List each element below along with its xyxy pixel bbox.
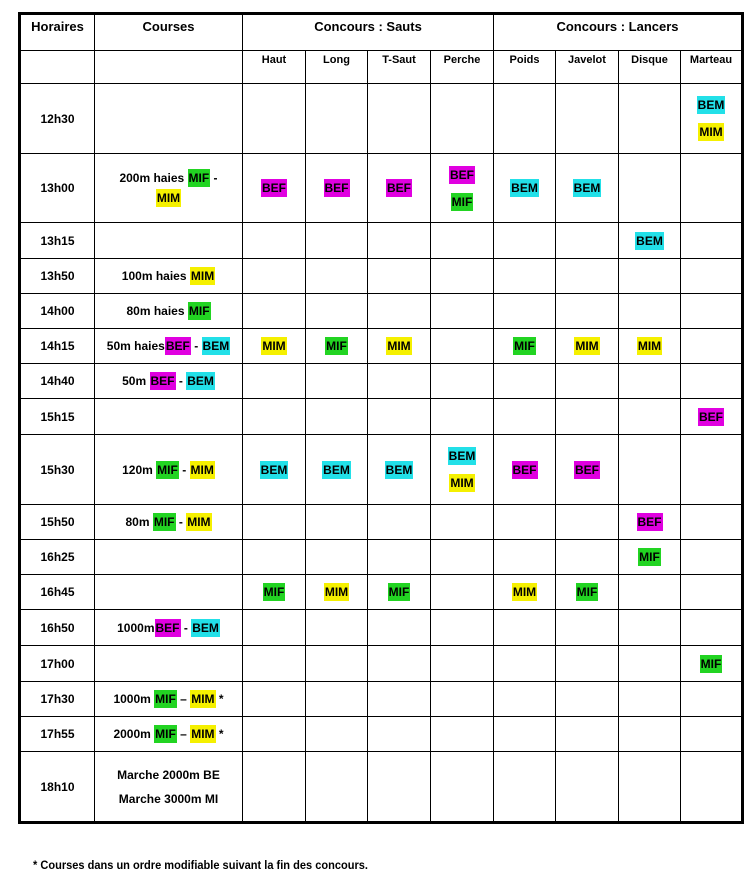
time-cell: 15h30	[20, 435, 95, 505]
badge-bem: BEM	[448, 449, 476, 463]
marteau-cell	[681, 646, 743, 682]
badge-mim: MIM	[187, 515, 211, 529]
asterisk: *	[218, 727, 224, 741]
badge-bef: BEF	[150, 374, 175, 388]
courses-cell	[95, 364, 243, 399]
time-cell: 15h15	[20, 399, 95, 435]
subheader-long: Long	[306, 51, 368, 84]
perche-cell	[431, 154, 494, 223]
time-cell: 12h30	[20, 84, 95, 154]
badge-bem: BEM	[187, 374, 214, 388]
courses-cell	[95, 259, 243, 294]
poids-cell	[494, 575, 556, 610]
schedule-row	[20, 646, 743, 682]
badge-mif: MIF	[639, 550, 660, 564]
subheader-poids: Poids	[494, 51, 556, 84]
haut-cell	[243, 329, 306, 364]
tsaut-cell	[368, 575, 431, 610]
course-label: 120m	[122, 462, 153, 477]
long-cell	[306, 329, 368, 364]
badge-mif: MIF	[326, 339, 347, 353]
schedule-row	[20, 540, 743, 575]
badge-mim: MIM	[637, 339, 662, 353]
time-cell: 13h50	[20, 259, 95, 294]
javelot-cell	[556, 435, 619, 505]
header-courses: Courses	[95, 14, 243, 51]
long-cell	[306, 154, 368, 223]
badge-bef: BEF	[387, 181, 411, 195]
course-label: 2000m	[113, 727, 151, 741]
courses-cell	[95, 682, 243, 717]
time-cell: 17h30	[20, 682, 95, 717]
time-cell: 13h00	[20, 154, 95, 223]
marteau-cell	[681, 399, 743, 435]
poids-cell	[494, 435, 556, 505]
badge-mif: MIF	[155, 727, 176, 741]
badge-mif: MIF	[263, 585, 285, 599]
courses-cell	[95, 717, 243, 752]
schedule-row	[20, 259, 743, 294]
badge-mif: MIF	[514, 339, 535, 353]
badge-mim: MIM	[512, 585, 537, 599]
time-cell: 15h50	[20, 505, 95, 540]
badge-mif: MIF	[576, 585, 598, 599]
long-cell	[306, 435, 368, 505]
tsaut-cell	[368, 329, 431, 364]
badge-mif: MIF	[157, 462, 178, 477]
courses-cell	[95, 84, 243, 154]
badge-mif: MIF	[153, 515, 175, 529]
time-cell: 14h00	[20, 294, 95, 329]
header-sauts: Concours : Sauts	[243, 14, 494, 51]
subheader-disque: Disque	[619, 51, 681, 84]
schedule-table	[18, 12, 744, 824]
poids-cell	[494, 154, 556, 223]
header-lancers: Concours : Lancers	[494, 14, 743, 51]
subheader-empty	[20, 51, 95, 84]
badge-bem: BEM	[511, 181, 538, 195]
course-label: 100m haies	[121, 269, 187, 283]
subheader-empty	[95, 51, 243, 84]
courses-cell	[95, 610, 243, 646]
tsaut-cell	[368, 154, 431, 223]
course-separator: –	[180, 692, 187, 706]
badge-mif: MIF	[188, 171, 210, 185]
courses-cell	[95, 329, 243, 364]
javelot-cell	[556, 329, 619, 364]
schedule-row	[20, 575, 743, 610]
course-label: 200m haies	[119, 171, 185, 185]
badge-mif: MIF	[700, 656, 722, 671]
courses-cell	[95, 294, 243, 329]
badge-mim: MIM	[575, 339, 599, 353]
badge-mim: MIM	[190, 462, 214, 477]
tsaut-cell	[368, 435, 431, 505]
course-label: 1000m	[117, 620, 155, 635]
course-label: Marche 2000m BE	[117, 767, 220, 782]
badge-bem: BEM	[202, 339, 230, 353]
badge-bef: BEF	[262, 181, 286, 195]
time-cell: 18h10	[20, 752, 95, 823]
schedule-row	[20, 610, 743, 646]
javelot-cell	[556, 154, 619, 223]
badge-mim: MIM	[324, 585, 349, 599]
perche-cell	[431, 435, 494, 505]
badge-mim: MIM	[191, 692, 215, 706]
schedule-row	[20, 329, 743, 364]
course-label: 80m haies	[126, 304, 185, 318]
schedule-row	[20, 223, 743, 259]
course-separator: -	[183, 620, 188, 635]
badge-bef: BEF	[575, 462, 599, 477]
badge-bem: BEM	[697, 98, 725, 112]
time-cell: 16h50	[20, 610, 95, 646]
disque-cell	[619, 505, 681, 540]
badge-bef: BEF	[324, 181, 349, 195]
time-cell: 17h55	[20, 717, 95, 752]
schedule-row	[20, 84, 743, 154]
marteau-cell	[681, 84, 743, 154]
schedule-row	[20, 154, 743, 223]
header-horaires: Horaires	[20, 14, 95, 51]
badge-mim: MIM	[156, 191, 181, 205]
course-separator: -	[213, 171, 218, 185]
subheader-tsaut: T-Saut	[368, 51, 431, 84]
badge-bem: BEM	[573, 181, 601, 195]
schedule-row	[20, 505, 743, 540]
subheader-row	[20, 51, 743, 84]
header-row	[20, 14, 743, 51]
haut-cell	[243, 154, 306, 223]
javelot-cell	[556, 575, 619, 610]
time-cell: 16h25	[20, 540, 95, 575]
subheader-marteau: Marteau	[681, 51, 743, 84]
time-cell: 17h00	[20, 646, 95, 682]
badge-mif: MIF	[451, 194, 473, 209]
disque-cell	[619, 223, 681, 259]
course-separator: -	[194, 339, 199, 353]
disque-cell	[619, 540, 681, 575]
schedule-row	[20, 294, 743, 329]
badge-bef: BEF	[450, 167, 474, 182]
badge-mif: MIF	[155, 692, 176, 706]
time-cell: 14h40	[20, 364, 95, 399]
schedule-row	[20, 399, 743, 435]
badge-bem: BEM	[385, 462, 413, 477]
course-label: 50m haies	[106, 339, 165, 353]
schedule-row	[20, 435, 743, 505]
time-cell: 16h45	[20, 575, 95, 610]
badge-bem: BEM	[323, 462, 350, 477]
badge-bem: BEM	[192, 620, 219, 635]
course-separator: -	[182, 462, 187, 477]
badge-mim: MIM	[699, 125, 723, 139]
schedule-row	[20, 717, 743, 752]
badge-bef: BEF	[512, 462, 537, 477]
badge-mif: MIF	[188, 304, 210, 318]
courses-cell	[95, 154, 243, 223]
footnote: * Courses dans un ordre modifiable suivant la fin des concours.	[33, 858, 368, 872]
schedule-row	[20, 364, 743, 399]
course-label: 1000m	[113, 692, 151, 706]
course-separator: -	[178, 374, 183, 388]
subheader-perche: Perche	[431, 51, 494, 84]
course-separator: –	[180, 727, 187, 741]
badge-mim: MIM	[262, 339, 286, 353]
asterisk: *	[218, 692, 224, 706]
badge-bef: BEF	[155, 620, 180, 635]
badge-bem: BEM	[636, 233, 663, 248]
courses-cell	[95, 505, 243, 540]
badge-mim: MIM	[191, 727, 215, 741]
schedule-row	[20, 752, 743, 823]
badge-mif: MIF	[388, 585, 410, 599]
badge-bef: BEF	[165, 339, 190, 353]
time-cell: 14h15	[20, 329, 95, 364]
haut-cell	[243, 575, 306, 610]
courses-cell	[95, 435, 243, 505]
course-label: 50m	[122, 374, 147, 388]
long-cell	[306, 575, 368, 610]
poids-cell	[494, 329, 556, 364]
subheader-haut: Haut	[243, 51, 306, 84]
course-label: Marche 3000m MI	[118, 791, 219, 806]
badge-bef: BEF	[637, 515, 662, 529]
course-separator: -	[178, 515, 183, 529]
badge-mim: MIM	[190, 269, 215, 283]
badge-mim: MIM	[387, 339, 411, 353]
badge-mim: MIM	[450, 476, 474, 490]
course-label: 80m	[125, 515, 150, 529]
badge-bef: BEF	[699, 409, 723, 424]
courses-cell	[95, 752, 243, 823]
haut-cell	[243, 435, 306, 505]
disque-cell	[619, 329, 681, 364]
subheader-javelot: Javelot	[556, 51, 619, 84]
schedule-row	[20, 682, 743, 717]
badge-bem: BEM	[260, 462, 288, 477]
time-cell: 13h15	[20, 223, 95, 259]
